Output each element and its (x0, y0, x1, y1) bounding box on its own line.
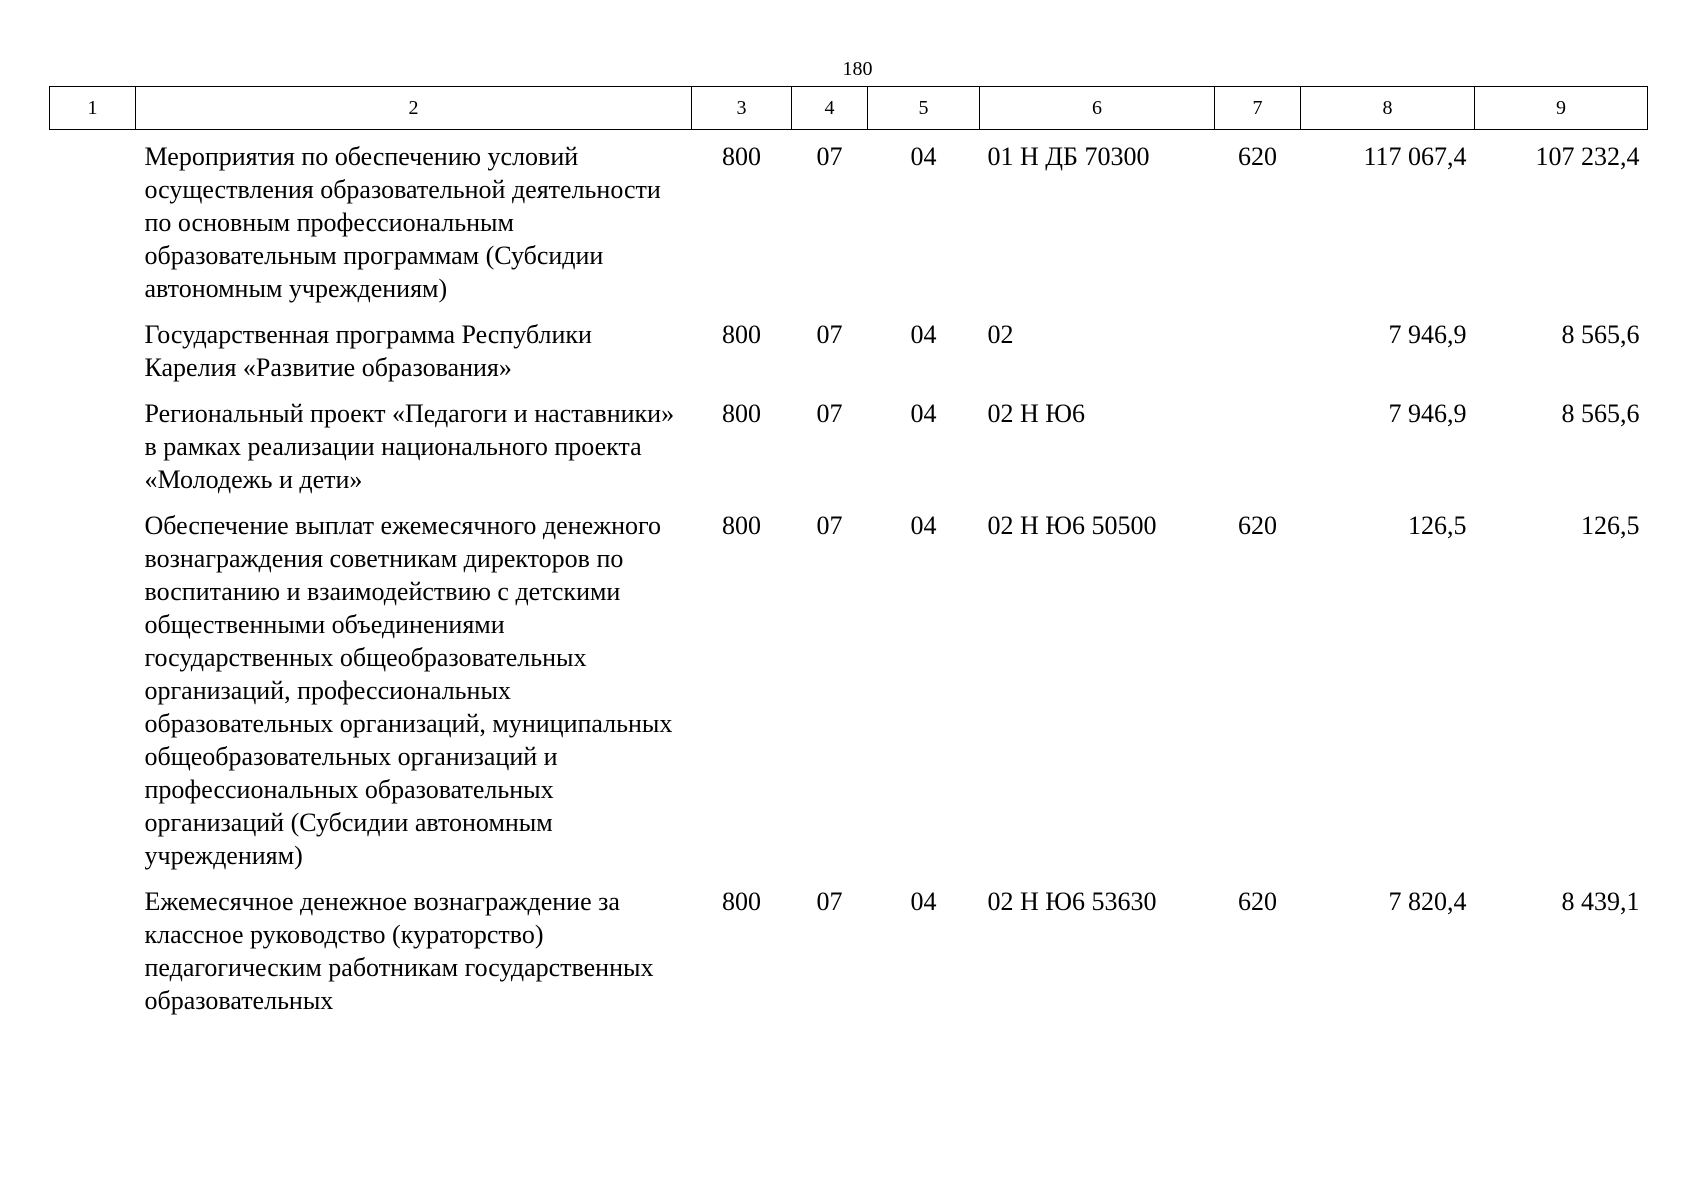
column-header: 3 (692, 87, 792, 130)
expense-type-cell: 620 (1238, 887, 1277, 916)
table-row (50, 501, 1648, 877)
subsection-cell: 04 (910, 320, 937, 349)
target-article-cell: 01 Н ДБ 70300 (987, 142, 1150, 171)
amount-cell: 107 232,4 (1535, 142, 1640, 171)
table-row (50, 310, 1648, 389)
expense-type-cell: 620 (1238, 511, 1277, 540)
amount-cell: 7 820,4 (1388, 887, 1467, 916)
amount-cell: 126,5 (1581, 511, 1640, 540)
table-row (50, 130, 1648, 311)
section-cell: 07 (816, 887, 843, 916)
row-number-cell (50, 501, 136, 877)
item-name-cell: Региональный проект «Педагоги и наставники» в рамках реализации национального проекта «Молодежь и дети» (144, 399, 675, 494)
amount-cell: 7 946,9 (1388, 320, 1467, 349)
expense-type-cell (1215, 310, 1301, 389)
section-cell: 07 (816, 142, 843, 171)
code-cell: 800 (722, 142, 761, 171)
section-cell: 07 (816, 511, 843, 540)
page-number: 180 (842, 58, 873, 80)
row-number-cell (50, 877, 136, 1022)
row-number-cell (50, 130, 136, 311)
column-header: 7 (1215, 87, 1301, 130)
item-name-cell: Ежемесячное денежное вознаграждение за классное руководство (кураторство) педагогическим работникам государственных образовательных (144, 887, 654, 1015)
column-header: 1 (50, 87, 136, 130)
amount-cell: 117 067,4 (1363, 142, 1467, 171)
table-row (50, 877, 1648, 1022)
target-article-cell: 02 Н Ю6 (987, 399, 1085, 428)
column-header: 8 (1301, 87, 1475, 130)
expense-type-cell (1215, 389, 1301, 501)
item-name-cell: Мероприятия по обеспечению условий осуществления образовательной деятельности по основным профессиональным образовательным программам (Субсидии автономным учреждениям) (144, 142, 661, 303)
column-header: 9 (1475, 87, 1648, 130)
budget-table (49, 86, 1648, 1022)
column-header: 2 (136, 87, 692, 130)
expense-type-cell: 620 (1238, 142, 1277, 171)
subsection-cell: 04 (910, 399, 937, 428)
subsection-cell: 04 (910, 887, 937, 916)
amount-cell: 126,5 (1408, 511, 1467, 540)
code-cell: 800 (722, 887, 761, 916)
target-article-cell: 02 Н Ю6 50500 (987, 511, 1157, 540)
amount-cell: 7 946,9 (1388, 399, 1467, 428)
code-cell: 800 (722, 320, 761, 349)
target-article-cell: 02 Н Ю6 53630 (987, 887, 1157, 916)
subsection-cell: 04 (910, 511, 937, 540)
column-header: 5 (868, 87, 980, 130)
target-article-cell: 02 (987, 320, 1014, 349)
table-row (50, 389, 1648, 501)
code-cell: 800 (722, 511, 761, 540)
column-header: 6 (980, 87, 1215, 130)
code-cell: 800 (722, 399, 761, 428)
subsection-cell: 04 (910, 142, 937, 171)
column-number-header-row (50, 87, 1648, 130)
item-name-cell: Обеспечение выплат ежемесячного денежного вознаграждения советникам директоров по воспитанию и взаимодействию с детскими общественными объединениями государственных общеобразовательных организаций, профессиональных образовательных организаций, муниципальных общеобразовательных организаций и профессиональных образовательных организаций (Субсидии автономным учреждениям) (144, 511, 673, 870)
amount-cell: 8 439,1 (1561, 887, 1640, 916)
section-cell: 07 (816, 320, 843, 349)
amount-cell: 8 565,6 (1561, 320, 1640, 349)
amount-cell: 8 565,6 (1561, 399, 1640, 428)
item-name-cell: Государственная программа Республики Карелия «Развитие образования» (144, 320, 592, 382)
row-number-cell (50, 389, 136, 501)
row-number-cell (50, 310, 136, 389)
section-cell: 07 (816, 399, 843, 428)
column-header: 4 (792, 87, 868, 130)
